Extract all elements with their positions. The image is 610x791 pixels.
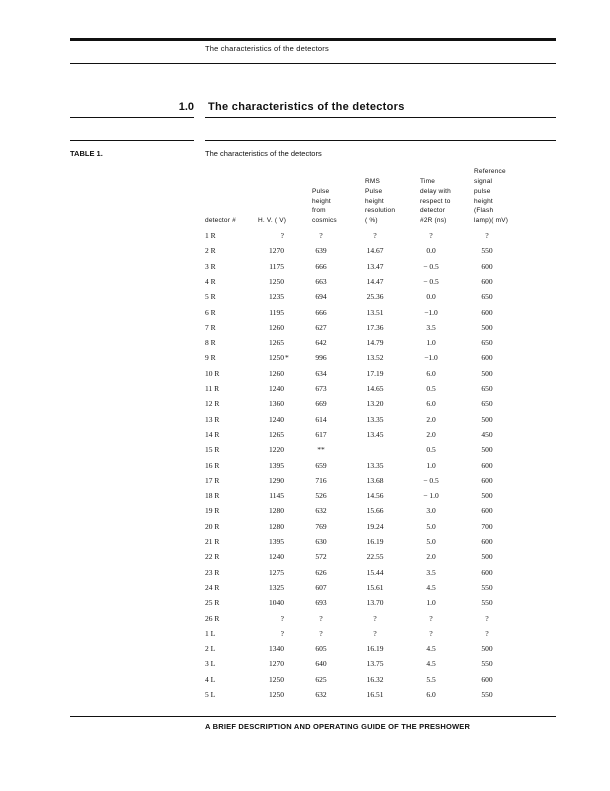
time-delay-cell: −1.0 (424, 307, 438, 317)
running-header: The characteristics of the detectors (205, 44, 329, 53)
reference-signal-cell: 500 (481, 322, 493, 332)
rms-resolution-cell: 15.66 (366, 506, 384, 516)
pulse-height-cell: 634 (315, 368, 327, 378)
hv-cell: 1240 (269, 552, 284, 562)
rms-resolution-cell: 13.47 (366, 261, 384, 271)
table-row (0, 399, 610, 414)
pulse-height-cell: 626 (315, 567, 327, 577)
table-row (0, 353, 610, 368)
time-delay-cell: ? (429, 231, 433, 240)
table-row (0, 675, 610, 690)
reference-signal-cell: 650 (481, 338, 493, 348)
rms-resolution-cell: 16.51 (366, 690, 384, 699)
pulse-height-cell: 769 (315, 521, 327, 531)
section-title: The characteristics of the detectors (208, 101, 405, 113)
table-row (0, 506, 610, 521)
column-header-line: pulse (474, 187, 491, 195)
pulse-height-cell: 632 (315, 506, 327, 516)
pulse-height-cell: 659 (315, 460, 327, 470)
rms-resolution-cell: 13.20 (366, 399, 384, 409)
column-header-line: delay with (420, 187, 451, 195)
detector-cell: 9 R (205, 353, 216, 363)
column-header-line: Pulse (312, 187, 330, 195)
hv-cell: 1175 (269, 261, 284, 271)
reference-signal-cell: 650 (481, 399, 493, 409)
hv-cell: 1145 (269, 491, 284, 501)
detector-cell: 17 R (205, 475, 220, 485)
rms-resolution-cell: 22.55 (366, 552, 384, 562)
hv-cell: 1360 (269, 399, 284, 409)
column-header-line: #2R (ns) (420, 217, 447, 225)
time-delay-cell: − 0.5 (423, 261, 439, 271)
detector-cell: 8 R (205, 338, 216, 348)
rms-resolution-cell: 16.32 (366, 674, 384, 684)
reference-signal-cell: 600 (481, 460, 493, 470)
table-row (0, 308, 610, 323)
pulse-height-cell: 666 (315, 261, 327, 271)
pulse-height-cell: 627 (315, 322, 327, 332)
time-delay-cell: 3.5 (426, 322, 436, 332)
rms-resolution-cell: 14.79 (366, 338, 384, 348)
time-delay-cell: 2.0 (426, 552, 436, 562)
pulse-height-cell: 640 (315, 659, 327, 669)
time-delay-cell: 1.0 (426, 598, 436, 608)
pulse-height-cell: 996 (315, 353, 327, 363)
time-delay-cell: 6.0 (426, 368, 436, 378)
time-delay-cell: 0.5 (426, 445, 436, 455)
time-delay-cell: 6.0 (426, 690, 436, 699)
hv-cell: 1270 (269, 246, 284, 256)
table-row (0, 231, 610, 246)
detector-cell: 3 L (205, 659, 216, 669)
time-delay-cell: 2.0 (426, 414, 436, 424)
column-header-line: detector # (205, 217, 236, 225)
detector-cell: 19 R (205, 506, 220, 516)
pulse-height-cell: 605 (315, 644, 327, 654)
hv-cell: ? (280, 231, 284, 240)
table-row (0, 384, 610, 399)
time-delay-cell: 4.5 (426, 659, 436, 669)
table-row (0, 277, 610, 292)
hv-cell: 1395 (269, 537, 284, 546)
rms-resolution-cell: 14.56 (366, 491, 384, 501)
table-row (0, 629, 610, 644)
reference-signal-cell: ? (485, 613, 489, 623)
time-delay-cell: 0.5 (426, 384, 436, 393)
rms-resolution-cell: 17.19 (366, 368, 384, 378)
time-delay-cell: 3.0 (426, 506, 436, 516)
rms-resolution-cell: 13.70 (366, 598, 384, 608)
column-header-line: height (365, 197, 384, 205)
detector-cell: 10 R (205, 368, 220, 378)
detector-cell: 1 L (205, 628, 216, 638)
table-row (0, 583, 610, 598)
hv-cell: ? (280, 613, 284, 623)
detector-cell: 2 R (205, 246, 216, 256)
time-delay-cell: 1.0 (426, 460, 436, 470)
section-rule-left (70, 117, 194, 118)
time-delay-cell: − 0.5 (423, 276, 439, 286)
header-rule-thin (70, 63, 556, 64)
note-mark: * (285, 353, 289, 363)
column-header (312, 187, 337, 226)
time-delay-cell: 5.5 (426, 674, 436, 684)
table-row (0, 659, 610, 674)
column-header-line: Reference (474, 168, 506, 176)
table-row (0, 430, 610, 445)
reference-signal-cell: 700 (481, 521, 493, 531)
reference-signal-cell: 600 (481, 307, 493, 317)
column-header (420, 177, 451, 226)
rms-resolution-cell: 16.19 (366, 537, 384, 546)
detector-cell: 25 R (205, 598, 220, 608)
reference-signal-cell: 550 (481, 582, 493, 592)
hv-cell: 1195 (269, 307, 284, 317)
table-row (0, 461, 610, 476)
time-delay-cell: 2.0 (426, 429, 436, 439)
table-label: TABLE 1. (70, 149, 103, 158)
detector-cell: 21 R (205, 537, 220, 546)
column-header-line: RMS (365, 178, 381, 185)
reference-signal-cell: 600 (481, 276, 493, 286)
time-delay-cell: 5.0 (426, 521, 436, 531)
pulse-height-cell: 663 (315, 276, 327, 286)
reference-signal-cell: 600 (481, 475, 493, 485)
time-delay-cell: − 0.5 (423, 475, 439, 485)
table-row (0, 644, 610, 659)
hv-cell: 1250 (269, 674, 284, 684)
table-row (0, 491, 610, 506)
column-header (365, 177, 395, 226)
hv-cell: 1280 (269, 506, 284, 516)
pulse-height-cell: 572 (315, 552, 327, 562)
hv-cell: 1240 (269, 414, 284, 424)
reference-signal-cell: 500 (481, 552, 493, 562)
rms-resolution-cell: 13.68 (366, 475, 384, 485)
hv-cell: 1270 (269, 659, 284, 669)
table-row (0, 445, 610, 460)
pulse-height-cell: ** (317, 445, 325, 455)
column-header (474, 167, 508, 226)
header-rule-thick (70, 38, 556, 41)
detector-cell: 22 R (205, 552, 220, 562)
reference-signal-cell: 500 (481, 644, 493, 654)
rms-resolution-cell: 13.35 (366, 460, 384, 470)
pulse-height-cell: 669 (315, 399, 327, 409)
detector-cell: 20 R (205, 521, 220, 531)
time-delay-cell: 5.0 (426, 537, 436, 546)
pulse-height-cell: ? (319, 231, 323, 240)
table-row (0, 476, 610, 491)
column-header-line: respect to (420, 197, 451, 205)
pulse-height-cell: ? (319, 628, 323, 638)
pulse-height-cell: 693 (315, 598, 327, 608)
rms-resolution-cell: ? (373, 628, 377, 638)
rms-resolution-cell: 13.45 (366, 429, 384, 439)
table-row (0, 537, 610, 552)
rms-resolution-cell: 14.67 (366, 246, 384, 256)
table-row (0, 598, 610, 613)
hv-cell: 1260 (269, 322, 284, 332)
reference-signal-cell: 500 (481, 445, 493, 455)
hv-cell: 1290 (269, 475, 284, 485)
hv-cell: 1340 (269, 644, 284, 654)
rms-resolution-cell: 17.36 (366, 322, 384, 332)
rms-resolution-cell: 25.36 (366, 292, 384, 302)
pulse-height-cell: 673 (315, 384, 327, 393)
table-row (0, 246, 610, 261)
time-delay-cell: 6.0 (426, 399, 436, 409)
detector-cell: 3 R (205, 261, 216, 271)
pulse-height-cell: 607 (315, 582, 327, 592)
detector-cell: 23 R (205, 567, 220, 577)
detector-cell: 12 R (205, 399, 220, 409)
time-delay-cell: 1.0 (426, 338, 436, 348)
reference-signal-cell: 550 (481, 690, 493, 699)
column-header-line: height (474, 197, 493, 205)
column-header-line: detector (420, 207, 446, 215)
time-delay-cell: ? (429, 628, 433, 638)
pulse-height-cell: 614 (315, 414, 327, 424)
pulse-height-cell: 642 (315, 338, 327, 348)
rms-resolution-cell: 13.35 (366, 414, 384, 424)
column-header-line: lamp)( mV) (474, 217, 509, 225)
reference-signal-cell: 650 (481, 292, 493, 302)
hv-cell: 1250 (269, 276, 284, 286)
detector-cell: 16 R (205, 460, 220, 470)
table-row (0, 552, 610, 567)
reference-signal-cell: 450 (481, 429, 493, 439)
time-delay-cell: 4.5 (426, 582, 436, 592)
detector-cell: 4 R (205, 276, 216, 286)
column-header-line: (Flash (474, 207, 494, 215)
reference-signal-cell: ? (485, 231, 489, 240)
hv-cell: 1250 (269, 690, 284, 699)
reference-signal-cell: 600 (481, 353, 493, 363)
section-rule-right (205, 117, 556, 118)
reference-signal-cell: 500 (481, 491, 493, 501)
reference-signal-cell: 500 (481, 414, 493, 424)
hv-cell: 1325 (269, 582, 284, 592)
time-delay-cell: 3.5 (426, 567, 436, 577)
table-row (0, 522, 610, 537)
pulse-height-cell: 694 (315, 292, 327, 302)
detector-cell: 11 R (205, 384, 220, 393)
column-header-line: resolution (365, 207, 396, 215)
hv-cell: 1265 (269, 338, 284, 348)
time-delay-cell: −1.0 (424, 353, 438, 363)
hv-cell: 1240 (269, 384, 284, 393)
column-header-line: Time (420, 178, 436, 185)
rms-resolution-cell: 14.65 (366, 384, 384, 393)
detector-cell: 1 R (205, 231, 216, 240)
time-delay-cell: ? (429, 613, 433, 623)
pulse-height-cell: 526 (315, 491, 327, 501)
reference-signal-cell: 600 (481, 567, 493, 577)
pulse-height-cell: 617 (315, 429, 327, 439)
table-rule-left (70, 140, 194, 141)
table-row (0, 568, 610, 583)
reference-signal-cell: 600 (481, 506, 493, 516)
time-delay-cell: 0.0 (426, 292, 436, 302)
rms-resolution-cell: 15.44 (366, 567, 384, 577)
table-row (0, 369, 610, 384)
rms-resolution-cell: ? (373, 613, 377, 623)
detector-cell: 13 R (205, 414, 220, 424)
column-header (205, 216, 236, 226)
reference-signal-cell: 600 (481, 537, 493, 546)
reference-signal-cell: 600 (481, 674, 493, 684)
table-row (0, 415, 610, 430)
detector-cell: 14 R (205, 429, 220, 439)
rms-resolution-cell: 13.52 (366, 353, 384, 363)
table-caption: The characteristics of the detectors (205, 149, 322, 158)
detector-cell: 26 R (205, 613, 220, 623)
hv-cell: ? (280, 628, 284, 638)
pulse-height-cell: 632 (315, 690, 327, 699)
footer-text: A BRIEF DESCRIPTION AND OPERATING GUIDE OF THE PRESHOWER (205, 722, 471, 731)
rms-resolution-cell: 13.75 (366, 659, 384, 669)
table-rule-right (205, 140, 556, 141)
reference-signal-cell: 550 (481, 659, 493, 669)
pulse-height-cell: 625 (315, 674, 327, 684)
reference-signal-cell: ? (485, 628, 489, 638)
rms-resolution-cell: 14.47 (366, 276, 384, 286)
pulse-height-cell: ? (319, 613, 323, 623)
detector-cell: 4 L (205, 674, 216, 684)
table-row (0, 323, 610, 338)
hv-cell: 1220 (269, 445, 284, 455)
hv-cell: 1275 (269, 567, 284, 577)
reference-signal-cell: 650 (481, 384, 493, 393)
detector-cell: 18 R (205, 491, 220, 501)
detector-cell: 5 L (205, 690, 216, 699)
column-header-line: from (312, 207, 326, 215)
detector-cell: 5 R (205, 292, 216, 302)
detector-cell: 24 R (205, 582, 220, 592)
column-header (258, 216, 286, 226)
pulse-height-cell: 666 (315, 307, 327, 317)
section-number: 1.0 (178, 101, 194, 113)
reference-signal-cell: 550 (481, 246, 493, 256)
table-row (0, 690, 610, 705)
hv-cell: 1250 (269, 353, 284, 363)
reference-signal-cell: 600 (481, 261, 493, 271)
column-header-line: ( %) (365, 217, 378, 225)
hv-cell: 1235 (269, 292, 284, 302)
column-header-line: H. V. ( V) (258, 217, 287, 225)
time-delay-cell: 0.0 (426, 246, 436, 256)
hv-cell: 1260 (269, 368, 284, 378)
table-row (0, 614, 610, 629)
detector-cell: 2 L (205, 644, 216, 654)
column-header-line: height (312, 197, 331, 205)
column-header-line: cosmics (312, 217, 337, 225)
time-delay-cell: 4.5 (426, 644, 436, 654)
pulse-height-cell: 716 (315, 475, 327, 485)
rms-resolution-cell: 15.61 (366, 582, 384, 592)
reference-signal-cell: 550 (481, 598, 493, 608)
table-row (0, 292, 610, 307)
footer-rule (70, 716, 556, 717)
rms-resolution-cell: 16.19 (366, 644, 384, 654)
hv-cell: 1395 (269, 460, 284, 470)
pulse-height-cell: 630 (315, 537, 327, 546)
hv-cell: 1265 (269, 429, 284, 439)
reference-signal-cell: 500 (481, 368, 493, 378)
pulse-height-cell: 639 (315, 246, 327, 256)
rms-resolution-cell: 19.24 (366, 521, 384, 531)
hv-cell: 1040 (269, 598, 284, 608)
rms-resolution-cell: 13.51 (366, 307, 384, 317)
rms-resolution-cell: ? (373, 231, 377, 240)
column-header-line: signal (474, 177, 493, 185)
column-header-line: Pulse (365, 187, 383, 195)
table-row (0, 338, 610, 353)
detector-cell: 15 R (205, 445, 220, 455)
detector-cell: 6 R (205, 307, 216, 317)
detector-cell: 7 R (205, 322, 216, 332)
hv-cell: 1280 (269, 521, 284, 531)
table-row (0, 262, 610, 277)
time-delay-cell: − 1.0 (423, 491, 439, 501)
